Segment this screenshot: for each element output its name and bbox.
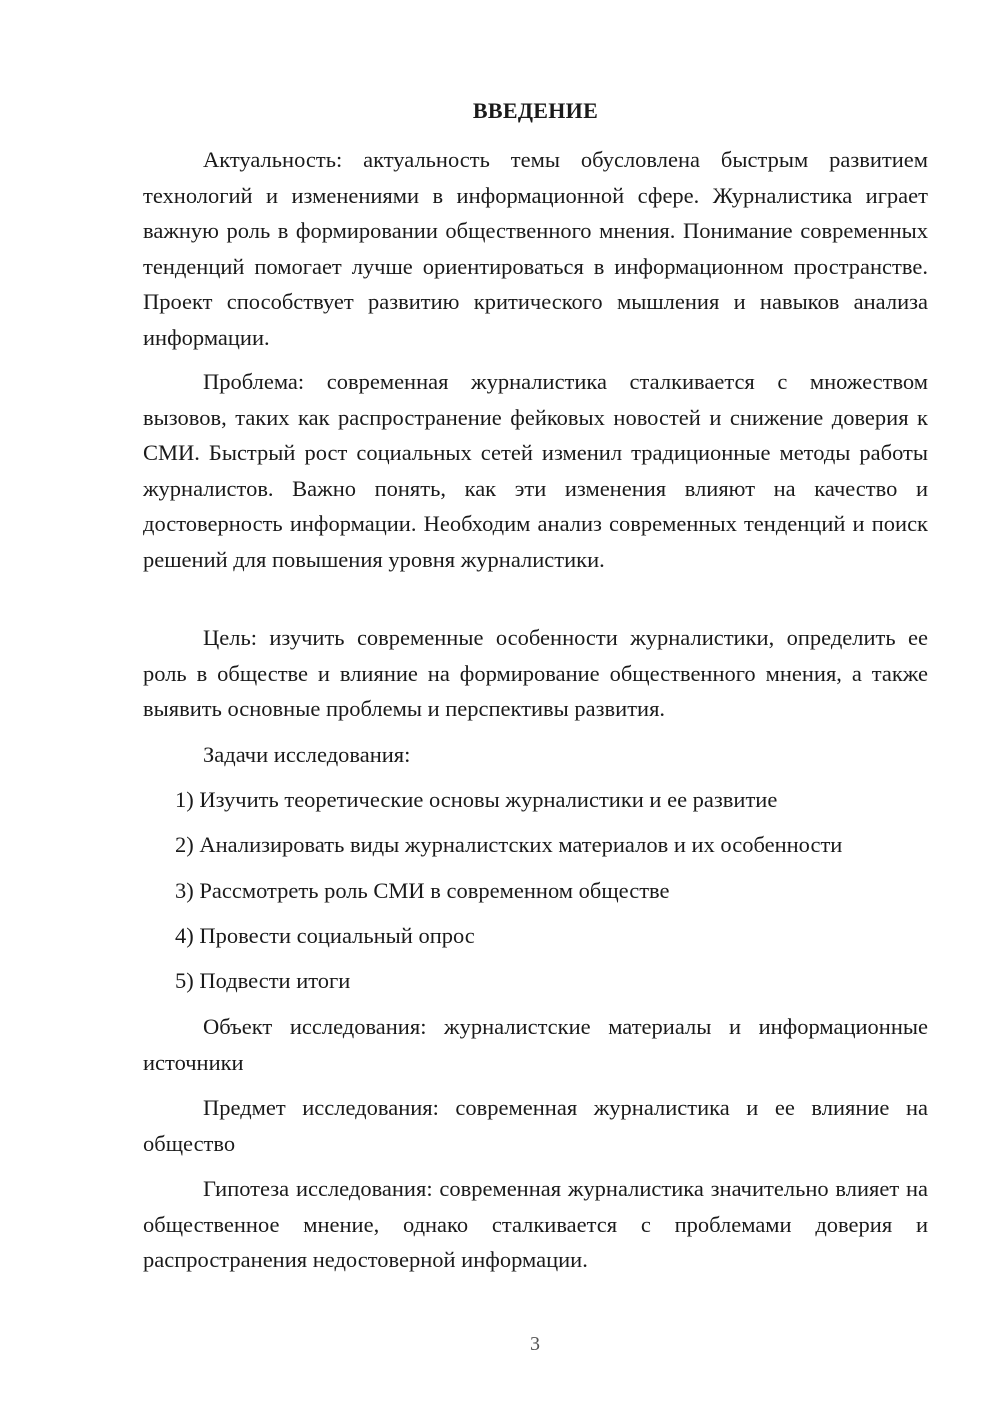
task-item-3: 3) Рассмотреть роль СМИ в современном обществе — [175, 878, 670, 903]
paragraph-relevance: Актуальность: актуальность темы обусловлена быстрым развитием технологий и изменениями в информационной сфере. Журналистика играет важную роль в формировании общественного мнения. Понимание современных тенденций помогает лучше ориентироваться в информационном пространстве. Проект способствует развитию критического мышления и навыков анализа информации. — [143, 147, 928, 350]
page-number: 3 — [530, 1333, 540, 1355]
task-item-1: 1) Изучить теоретические основы журналистики и ее развитие — [175, 787, 778, 812]
paragraph-hypothesis: Гипотеза исследования: современная журналистика значительно влияет на общественное мнение, однако сталкивается с проблемами доверия и распространения недостоверной информации. — [143, 1176, 928, 1272]
tasks-heading: Задачи исследования: — [203, 742, 411, 767]
paragraph-problem: Проблема: современная журналистика сталкивается с множеством вызовов, таких как распространение фейковых новостей и снижение доверия к СМИ. Быстрый рост социальных сетей изменил традиционные методы работы журналистов. Важно понять, как эти изменения влияют на качество и достоверность информации. Необходим анализ современных тенденций и поиск решений для повышения уровня журналистики. — [143, 369, 928, 572]
paragraph-goal: Цель: изучить современные особенности журналистики, определить ее роль в обществе и влияние на формирование общественного мнения, а также выявить основные проблемы и перспективы развития. — [143, 625, 928, 721]
task-item-2: 2) Анализировать виды журналистских материалов и их особенности — [175, 832, 843, 857]
task-item-5: 5) Подвести итоги — [175, 968, 351, 993]
task-item-4: 4) Провести социальный опрос — [175, 923, 475, 948]
page-title: ВВЕДЕНИЕ — [472, 98, 599, 123]
paragraph-subject: Предмет исследования: современная журналистика и ее влияние на общество — [143, 1095, 928, 1156]
paragraph-object: Объект исследования: журналистские материалы и информационные источники — [143, 1014, 928, 1075]
